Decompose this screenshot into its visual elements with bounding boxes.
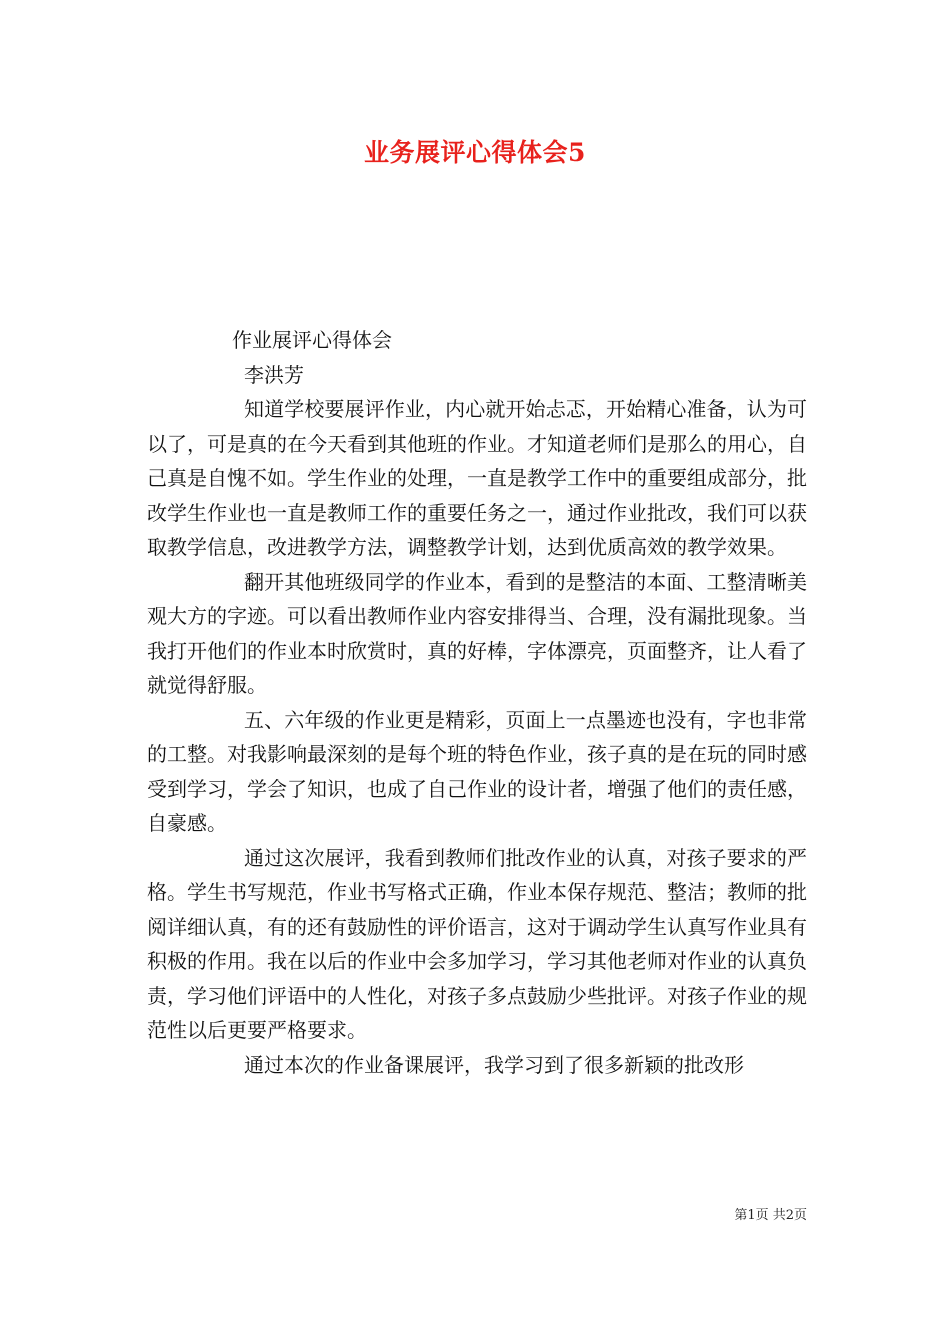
paragraph-2: 翻开其他班级同学的作业本，看到的是整洁的本面、工整清晰美观大方的字迹。可以看出教师作业内容安排得当、合理，没有漏批现象。当我打开他们的作业本时欣赏时，真的好棒，字体漂亮，页面整齐，让人看了就觉得舒服。: [147, 569, 807, 697]
paragraph-5: 通过本次的作业备课展评，我学习到了很多新颖的批改形: [244, 1052, 744, 1077]
page-number: 第1页 共2页: [734, 1208, 807, 1223]
document-author: 李洪芳: [244, 362, 304, 387]
paragraph-1: 知道学校要展评作业，内心就开始忐忑，开始精心准备，认为可以了，可是真的在今天看到其他班的作业。才知道老师们是那么的用心，自己真是自愧不如。学生作业的处理，一直是教学工作中的重要组成部分，批改学生作业也一直是教师工作的重要任务之一，通过作业批改，我们可以获取教学信息，改进教学方法，调整教学计划，达到优质高效的教学效果。: [147, 397, 807, 559]
paragraph-4: 通过这次展评，我看到教师们批改作业的认真，对孩子要求的严格。学生书写规范，作业书写格式正确，作业本保存规范、整洁；教师的批阅详细认真，有的还有鼓励性的评价语言，这对于调动学生认真写作业具有积极的作用。我在以后的作业中会多加学习，学习其他老师对作业的认真负责，学习他们评语中的人性化，对孩子多点鼓励少些批评。对孩子作业的规范性以后更要严格要求。: [147, 845, 807, 1042]
document-body: [147, 323, 807, 1082]
paragraph-3: 五、六年级的作业更是精彩，页面上一点墨迹也没有，字也非常的工整。对我影响最深刻的是每个班的特色作业，孩子真的是在玩的同时感受到学习，学会了知识，也成了自己作业的设计者，增强了他们的责任感，自豪感。: [147, 707, 807, 835]
document-title: 业务展评心得体会5: [364, 138, 586, 167]
document-subtitle: 作业展评心得体会: [232, 328, 392, 352]
